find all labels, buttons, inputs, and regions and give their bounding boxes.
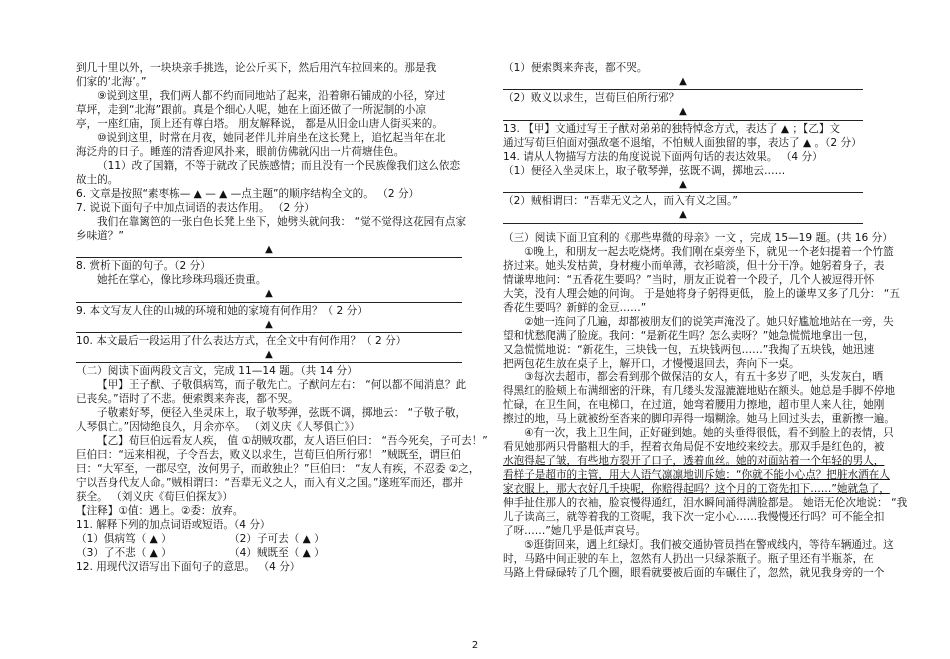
text-line: 巨伯曰：“远来相视，子令吾去，败义以求生，岂荀巨伯所行邪！ ”贼既至，谓巨伯 (76, 449, 462, 462)
question-13: 13. 【甲】文通过写王子猷对弟弟的独特悼念方式，表达了 ▲ ；【乙】文 (503, 122, 841, 135)
right-column (503, 62, 908, 581)
answer-triangle: ▲ (265, 348, 273, 360)
text-line: ④有一次，我上卫生间，正好碰到她。她的头垂得很低，看不到脸上的表情，只 (524, 427, 894, 440)
text-line: 故土的。 (76, 173, 119, 186)
left-column (76, 62, 488, 575)
q14-item-2: （2）贼相谓曰：“吾辈无义之人，而入有义之国。” (503, 195, 738, 208)
text-line: ③每次去超市，都会看到那个做保洁的女人，有五十多岁了吧，头发灰白，晒 (524, 371, 884, 384)
text-line: 又急慌慌地说：“新花生，三块钱一包，五块钱两包……”我掏了五块钱，她迅速 (503, 343, 875, 356)
text-line: 到几十里以外，一块块亲手挑选，论公斤买下，然后用汽车拉回来的。那是我 (76, 62, 437, 74)
text-line: 望和忧愁爬满了脸庞。我问：“是新花生吗？怎么卖呀？”她急慌慌地拿出一包， (503, 329, 875, 342)
text-line: 把两包花生放在桌子上，解开口，才慢慢退回去，奔向下一桌。 (503, 357, 800, 370)
question-6: 6. 文章是按照“素枣栋— ▲ — ▲ —点主题”的顺序结构全文的。 （2 分） (76, 187, 420, 200)
question-13-cont: 通过写荀巨伯面对强敌毫不退缩，不怕贼人面独留的事，表达了 ▲ 。（2 分） (503, 136, 862, 149)
answer-line (76, 332, 462, 333)
q11-item: （2）子可去（ ▲ ） (229, 533, 325, 546)
answer-line (76, 302, 462, 303)
text-line: ②她一连问了几遍，却都被朋友们的说笑声淹没了。她只好尴尬地站在一旁，失 (524, 315, 894, 328)
q12-item-2: （2）败义以求生，岂荀巨伯所行邪？ (503, 92, 680, 105)
text-line: 擦过的地，马上就被纷至沓来的脚印弄得一塌糊涂。她马上回过头去，重新擦一遍。 (503, 413, 895, 426)
text-line: ①晚上，和朋友一起去吃烧烤。我们刚在桌旁坐下，就见一个老妇提着一个竹篮 (524, 245, 894, 258)
text-line: 香花生要吗？新鲜的金豆……” (503, 301, 647, 314)
underlined-line: 看样子是超市的主管，用大人语气凛凛地训斥她：“你就不能小心点？把脏水洒在人 (503, 469, 890, 482)
text-line: 草坪，走到“北海”跟前。真是个细心人呢，她在上面还做了一所泥制的小凉 (76, 103, 426, 116)
answer-triangle: ▲ (679, 106, 687, 118)
text-line: 了呀……”她几乎是低声哀号。 (503, 525, 647, 538)
q11-item: （4）贼既至（ ▲ ） (229, 547, 325, 560)
text-line: 挤过来。她头发枯黄，身材瘦小而单薄，衣衫暗淡，但十分干净。她躬着身子，表 (503, 259, 885, 272)
question-8: 8. 赏析下面的句子。（2 分） (76, 260, 211, 273)
text-line: 马路上骨碌碌转了几个圈，眼看就要被后面的车碾住了，忽然，就见我身旁的一个 (503, 567, 885, 580)
question-10: 10. 本文最后一段运用了什么表达方式，在全文中有何作用？（ 2 分） (76, 335, 407, 347)
text-line: ⑨说到这里，我们两人都不约而同地站了起来，沿着卵石铺成的小径，穿过 (97, 89, 446, 102)
answer-line (503, 223, 863, 224)
text-line: 儿子读高三，就等着我的工资呢，我下次一定小心……我慢慢还行吗？可不能全扣 (503, 511, 885, 524)
underlined-line: 家衣服上，那大衣好几千块呢，你赔得起吗？这个月的工资先扣下……”她就急了， (503, 483, 890, 496)
question-14: 14. 请从人物描写方法的角度说说下面两句话的表达效果。 （4 分） (503, 150, 823, 163)
text-line: 她托在掌心，像比珍珠玛瑙还贵重。 (97, 274, 267, 287)
answer-line (503, 192, 863, 193)
answer-triangle: ▲ (265, 288, 273, 300)
q11-row (76, 547, 462, 561)
annotation-note: 【注释】①值：遇上。②委：放弃。 (76, 505, 244, 518)
text-line: （11）改了国籍，不等于就改了民族感情；而且没有一个民族像我们这么依恋 (97, 159, 461, 172)
section-2-heading: （二）阅读下面两段文言文，完成 11—14 题。（共 14 分） (76, 365, 358, 378)
question-9: 9. 本文写友人住的山城的环境和她的家境有何作用？（ 2 分） (76, 304, 368, 317)
answer-triangle: ▲ (679, 209, 687, 221)
page-number: 2 (471, 640, 479, 651)
text-line: ⑩说到这里，时常在月夜，她同老伴儿并肩坐在这长凳上，追忆起当年在北 (97, 131, 446, 144)
question-11: 11. 解释下列的加点词语或短语。（4 分） (76, 519, 271, 532)
text-line: 【甲】王子猷、子敬俱病笃，而子敬先亡。子猷问左右： “何以都不闻消息？此 (97, 379, 467, 392)
text-line: ⑤逛街回来，遇上红绿灯。我们被交通协管员挡在警戒线内，等待车辆通过。这 (524, 539, 894, 552)
text-line: 伸手扯住那人的衣袖，脸哀慢得通红，泪水瞬间涌得满脸都是。 她语无伦次地说： “我 (503, 497, 908, 510)
text-line: 看见她那两只骨骼粗大的手，捏着衣角局促不安地绞来绞去。那双手是红色的，被 (503, 441, 885, 454)
text-line: 们家的‘北海’。” (76, 75, 147, 88)
answer-triangle: ▲ (265, 318, 273, 330)
underlined-line: 水泡得起了皱，有些地方裂开了口子，透着血丝。她的对面站着一个年轻的男人， (503, 455, 885, 468)
question-12: 12. 用现代汉语写出下面句子的意思。 （4 分） (76, 561, 301, 574)
answer-line (503, 120, 863, 121)
answer-line (503, 89, 863, 90)
text-line: 宁以吾身代友人命。”贼相谓曰：“吾辈无义之人，而入有义之国。”遂班军而还，郡并 (76, 477, 464, 490)
answer-line (76, 257, 462, 258)
text-line: 海泛舟的日子。睡莲的清香迎风扑来，眼前仿佛就闪出一片荷塘佳色。 (76, 145, 405, 158)
q14-item-1: （1）便径入坐灵床上，取子敬琴弹，弦既不调，掷地云…… (503, 164, 786, 177)
text-line: 人琴俱亡。”因恸绝良久，月余亦卒。 （刘义庆《人琴俱亡》） (76, 421, 361, 434)
section-3-heading: （三）阅读下面卫宜利的《那些卑微的母亲》一文 ，完成 15—19 题。(共 16 分） (503, 231, 893, 244)
answer-triangle: ▲ (679, 178, 687, 190)
text-line: 乡味道？” (76, 229, 124, 242)
question-7: 7. 说说下面句子中加点词语的表达作用。 （2 分） (76, 201, 315, 214)
q11-item: （3）了不悲（ ▲ ） (76, 547, 172, 560)
text-line: 已丧矣。”语时了不悲。便索舆来奔丧，都不哭。 (76, 393, 299, 406)
q11-item: （1）俱病笃（ ▲ ） (76, 533, 172, 546)
answer-triangle: ▲ (265, 243, 273, 255)
text-line: 得黑红的脸颊上布满细密的汗珠，有几缕头发湿漉漉地贴在额头。她总是手脚不停地 (503, 385, 895, 398)
text-line: 子敬素好琴，便径入坐灵床上，取子敬琴弹，弦既不调，掷地云： “子敬子敬， (97, 407, 467, 420)
text-line: 获全。 （刘义庆《荀巨伯探友》） (76, 491, 233, 504)
text-line: 我们在靠篱笆的一张白色长凳上坐下，她劈头就问我： “觉不觉得这花园有点家 (97, 215, 467, 228)
text-line: 忙碌，在卫生间，在电梯口，在过道，她弯着腰用力擦地，超市里人来人往，她刚 (503, 399, 885, 412)
q11-row (76, 533, 462, 547)
text-line: 亭，一座红庙，顶上还有尊白塔。 朋友解释说， 都是从旧金山唐人街买来的。 (76, 117, 443, 130)
text-line: 时，马路中间正驶的车上，忽然有人扔出一只绿茶瓶子。瓶子里还有半瓶茶，在 (503, 553, 874, 566)
answer-line (76, 362, 462, 363)
text-line: 【乙】荀巨伯远看友人疾， 值 ①胡贼攻郡，友人语巨伯曰： “吾今死矣，子可去！” (97, 435, 488, 448)
text-line: 曰：“大军至，一郡尽空，汝何男子，而敢独止？”巨伯曰： “友人有疾，不忍委 ②之， (76, 463, 480, 476)
text-line: 情谦卑地问：“五香花生要吗？”当时，朋友正说着一个段子，几个人被逗得开怀 (503, 273, 875, 286)
text-line: 大笑，没有人理会她的问询。 于是她将身子躬得更低， 脸上的谦卑又多了几分： “五 (503, 287, 900, 300)
q12-item-1: （1）便索舆来奔丧，都不哭。 (503, 62, 648, 74)
answer-triangle: ▲ (679, 75, 687, 87)
